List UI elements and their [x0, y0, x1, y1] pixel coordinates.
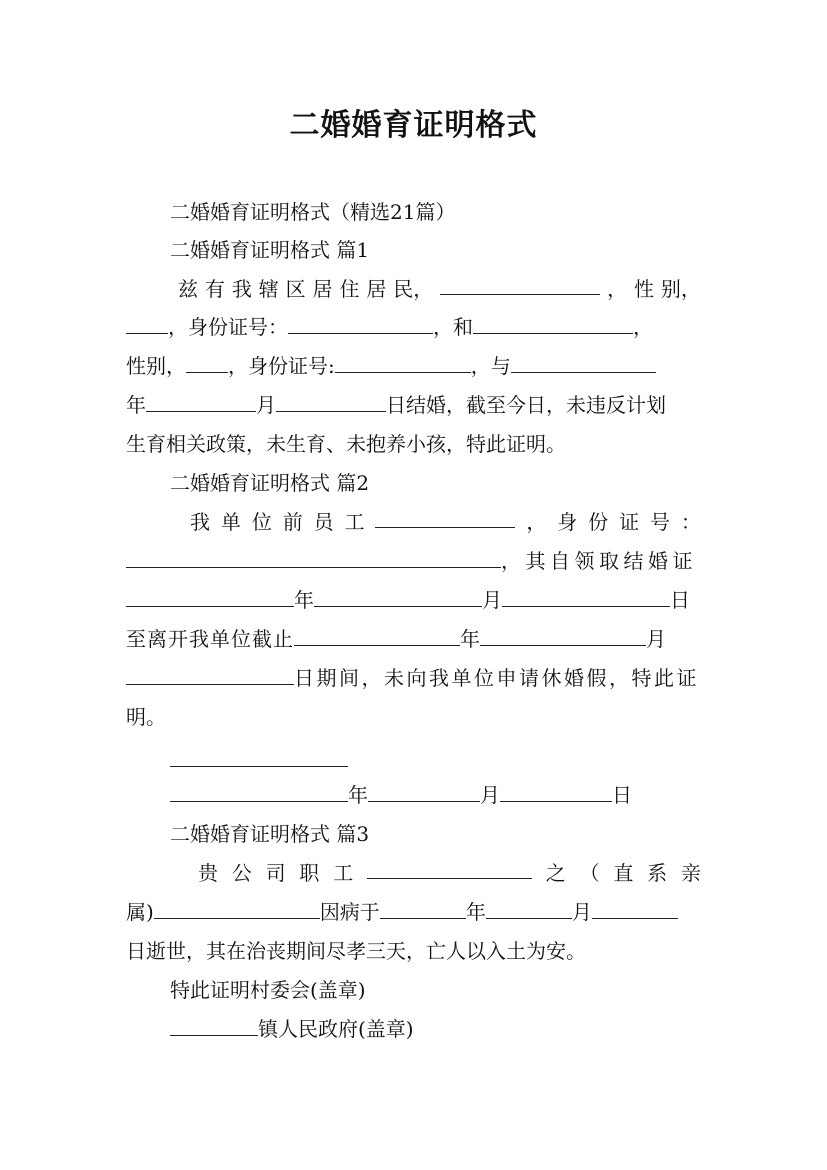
text-seg: 居 [312, 277, 333, 301]
leave-year-blank [294, 625, 460, 646]
resident-name-blank [440, 274, 600, 295]
text-seg: 年 [348, 783, 368, 807]
text-seg: 年 [294, 588, 314, 612]
text-seg: 直 [613, 861, 634, 885]
section-3-line-5 [170, 1014, 414, 1044]
section-1-line-1 [178, 274, 701, 304]
text-seg: 亲 [680, 861, 701, 885]
section-2-line-4 [126, 624, 666, 654]
text-seg: 份 [588, 510, 609, 534]
text-seg: 系 [647, 861, 668, 885]
text-seg: 年 [465, 900, 486, 924]
text-seg: 日 [670, 588, 690, 612]
id-number-blank [288, 313, 433, 334]
employee-id-blank [126, 547, 501, 568]
marriage-month-blank [146, 391, 256, 412]
text-seg: 属) [126, 900, 154, 924]
section-2-line-5 [126, 663, 699, 693]
section-3-line-1 [198, 858, 701, 888]
text-seg: ， [633, 315, 653, 339]
employee-name-blank [375, 507, 515, 528]
section-2-line-3 [126, 585, 690, 615]
text-seg: 身 [557, 510, 578, 534]
text-seg: ，其自领取结婚证 [501, 549, 697, 573]
text-seg: 我 [190, 510, 210, 534]
section-3-heading: 二婚婚育证明格式 篇3 [170, 822, 370, 846]
text-seg: 公 [231, 861, 252, 885]
section-3-line-4: 特此证明村委会(盖章) [170, 978, 366, 1002]
text-seg: 月 [256, 393, 276, 417]
text-seg: 工 [344, 510, 365, 534]
gender-blank [126, 313, 168, 334]
text-seg: 日期间，未向我单位申请休婚假，特此证 [294, 666, 699, 690]
text-seg: 司 [265, 861, 286, 885]
text-seg: 位 [251, 510, 272, 534]
text-seg: 单 [220, 510, 241, 534]
section-1-line-2 [126, 312, 653, 342]
cert-day-blank [502, 586, 670, 607]
marriage-day-blank [276, 391, 386, 412]
subtitle: 二婚婚育证明格式（精选21篇） [170, 200, 456, 224]
staff-name-blank [367, 858, 532, 879]
spouse-gender-blank [186, 352, 228, 373]
text-seg: 住 [339, 277, 360, 301]
sign-year-blank [170, 781, 348, 802]
text-seg: 月 [646, 627, 666, 651]
spouse-id-blank [335, 352, 471, 373]
section-2-heading: 二婚婚育证明格式 篇2 [170, 471, 370, 495]
section-2-line-6: 明。 [126, 705, 166, 729]
text-seg: 年 [460, 627, 480, 651]
sign-month-blank [368, 781, 480, 802]
signature-date-line [170, 780, 632, 810]
text-seg: 至离开我单位截止 [126, 627, 294, 651]
section-2-line-1 [190, 507, 701, 537]
text-seg: 证 [619, 510, 640, 534]
section-1-line-4 [126, 390, 666, 420]
text-seg: 区 [285, 277, 306, 301]
text-seg: ，与 [470, 354, 511, 378]
text-seg: 月 [571, 900, 592, 924]
text-seg: 日 [612, 783, 632, 807]
signature-blank [170, 746, 348, 767]
text-seg: （ [579, 861, 600, 885]
text-seg: 别， [660, 277, 701, 301]
text-seg: 前 [282, 510, 303, 534]
text-seg: 月 [482, 588, 502, 612]
text-seg: 职 [299, 861, 320, 885]
text-seg: 有 [204, 277, 225, 301]
text-seg: 之 [545, 861, 566, 885]
text-seg: ，和 [433, 315, 473, 339]
text-seg: 工 [333, 861, 354, 885]
section-3-line-2 [126, 897, 678, 927]
text-seg: 辖 [258, 277, 279, 301]
cert-year-blank [126, 586, 294, 607]
text-seg: ： [680, 510, 701, 534]
text-seg: 年 [126, 393, 146, 417]
cert-month-blank [314, 586, 482, 607]
text-seg: 性别， [126, 354, 186, 378]
town-name-blank [170, 1015, 258, 1036]
sign-day-blank [500, 781, 612, 802]
text-seg: ，身份证号： [168, 315, 288, 339]
death-year-blank [380, 898, 466, 919]
text-seg: ，身份证号: [228, 354, 335, 378]
section-1-line-5: 生育相关政策，未生育、未抱养小孩，特此证明。 [126, 432, 566, 456]
death-day-blank [592, 898, 678, 919]
section-2-line-2 [126, 546, 697, 576]
leave-day-blank [126, 664, 294, 685]
leave-month-blank [480, 625, 646, 646]
section-1-line-3 [126, 351, 656, 381]
text-seg: 员 [313, 510, 334, 534]
section-1-heading: 二婚婚育证明格式 篇1 [170, 238, 370, 262]
text-seg: 贵 [198, 861, 218, 885]
text-seg: 兹 [178, 277, 198, 301]
text-seg: 因病于 [319, 900, 380, 924]
text-seg: 号 [649, 510, 670, 534]
text-seg: 月 [480, 783, 500, 807]
text-seg: ， [526, 510, 547, 534]
text-seg: 我 [231, 277, 252, 301]
text-seg: 性 [633, 277, 654, 301]
text-seg: 日结婚，截至今日，未违反计划 [386, 393, 666, 417]
marriage-year-blank [511, 352, 656, 373]
relative-name-blank [154, 898, 320, 919]
text-seg: 民， [393, 277, 434, 301]
spouse-name-blank [473, 313, 633, 334]
text-seg: ， [607, 277, 628, 301]
document-title: 二婚婚育证明格式 [289, 108, 538, 143]
text-seg: 镇人民政府(盖章) [258, 1017, 414, 1041]
death-month-blank [486, 898, 572, 919]
section-3-line-3: 日逝世，其在治丧期间尽孝三天，亡人以入土为安。 [126, 939, 586, 963]
signature-line [170, 745, 348, 775]
text-seg: 居 [366, 277, 387, 301]
